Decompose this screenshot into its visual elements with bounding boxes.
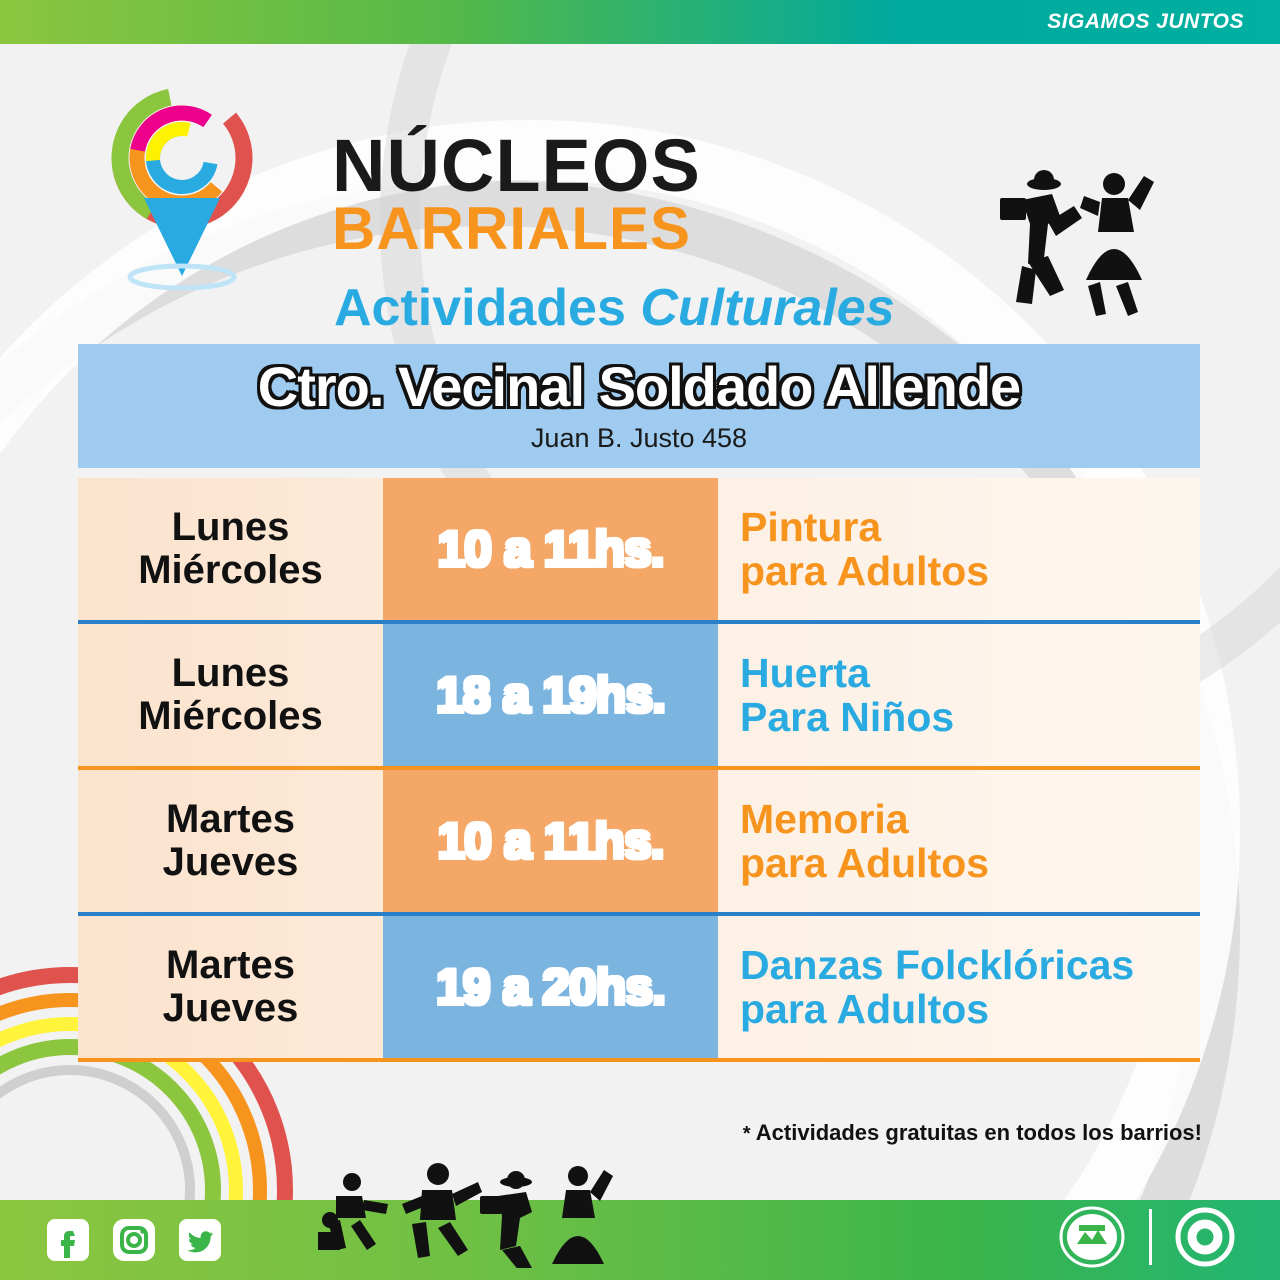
venue-name: Ctro. Vecinal Soldado Allende [257,354,1021,418]
row-activity-line2: para Adultos [740,548,990,594]
folk-dancers-icon [982,162,1162,342]
nucleos-barriales-pin-logo [92,80,272,290]
venue-address: Juan B. Justo 458 [530,422,748,453]
top-banner [0,0,1280,44]
table-row [78,478,1200,620]
dancing-figures-icon [310,1158,650,1268]
table-row [78,770,1200,912]
row-activity-line1: Memoria [740,795,909,842]
table-row [78,916,1200,1058]
ring-logo [1174,1206,1236,1268]
row-time [383,770,718,912]
row-time [383,624,718,766]
brand-subtitle-italic: Culturales [640,279,895,337]
row-days [78,916,383,1058]
campaign-slogan [1047,10,1280,34]
row-activity-line1: Huerta [740,649,870,696]
logo-divider [1149,1209,1152,1265]
row-day-1: Lunes [171,504,290,549]
row-day-1: Martes [166,796,295,841]
row-activity-line1: Pintura [740,503,882,550]
footnote [743,1120,1202,1146]
row-activity [718,916,1200,1058]
schedule-table [78,478,1200,1062]
municipalidad-crest-logo [1057,1206,1127,1268]
brand-subtitle [334,278,895,338]
row-time [383,916,718,1058]
brand-line-nucleos: NÚCLEOS [332,124,701,207]
social-links [44,1216,224,1264]
row-activity-line1: Danzas Folcklóricas [740,941,1135,988]
brand-wordmark [332,124,701,263]
row-day-2: Miércoles [138,694,323,738]
row-day-2: Miércoles [138,548,323,592]
row-time [383,478,718,620]
footer-logos [1057,1206,1236,1268]
table-row [78,624,1200,766]
venue-title-bar [78,344,1200,468]
header-block [82,62,1202,337]
footnote-text: Actividades gratuitas en todos los barrios! [755,1120,1202,1145]
row-activity [718,478,1200,620]
row-days [78,770,383,912]
slogan-prefix: SI [1047,10,1069,33]
instagram-icon[interactable] [110,1216,158,1264]
slogan-text: GAMOS JUNTOS [1068,10,1244,33]
brand-subtitle-regular: Actividades [334,279,641,337]
twitter-icon[interactable] [176,1216,224,1264]
facebook-icon[interactable] [44,1216,92,1264]
row-days [78,624,383,766]
row-day-2: Jueves [162,986,299,1030]
brand-line-barriales: BARRIALES [332,195,692,263]
row-time-text: 19 a 20hs. [435,959,666,1015]
row-time-text: 10 a 11hs. [437,813,664,869]
row-activity [718,770,1200,912]
footnote-star: * [742,1123,751,1145]
row-day-1: Martes [166,942,295,987]
row-divider [78,1058,1200,1062]
row-days [78,478,383,620]
row-activity-line2: Para Niños [740,694,955,740]
row-activity [718,624,1200,766]
row-day-1: Lunes [171,650,290,695]
row-activity-line2: para Adultos [740,840,990,886]
row-time-text: 10 a 11hs. [437,521,664,577]
row-activity-line2: para Adultos [740,986,990,1032]
row-day-2: Jueves [162,840,299,884]
row-time-text: 18 a 19hs. [435,667,666,723]
